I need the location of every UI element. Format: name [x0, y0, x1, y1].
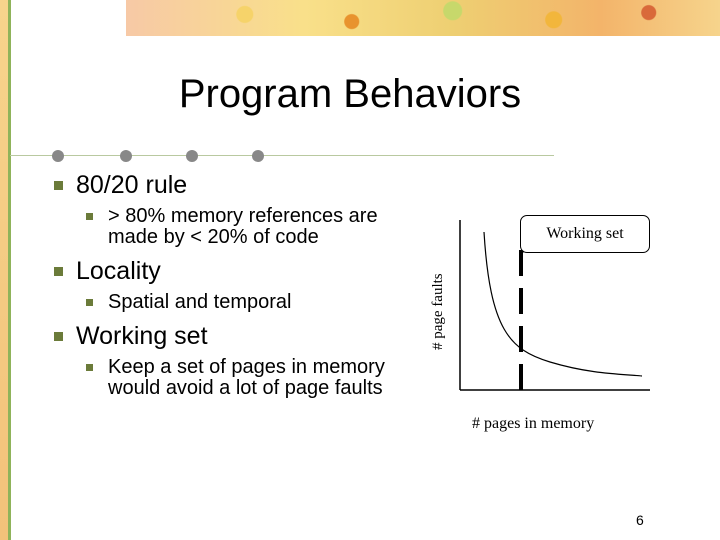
- slide-title: Program Behaviors: [178, 72, 522, 116]
- divider-dot: [186, 150, 198, 162]
- bullet-square-icon: [86, 299, 93, 306]
- bullet-list: [48, 168, 408, 405]
- divider-dot: [252, 150, 264, 162]
- page-number: 6: [636, 512, 644, 528]
- sub-bullet-item: [48, 357, 408, 399]
- sub-bullet-text: Spatial and temporal: [108, 291, 292, 313]
- working-set-callout: Working set: [520, 215, 650, 253]
- sub-bullet-item: [48, 206, 408, 248]
- x-axis-label: # pages in memory: [472, 415, 595, 432]
- decorative-banner: [126, 0, 720, 36]
- fault-curve: [484, 232, 642, 376]
- bullet-text: Locality: [76, 257, 161, 285]
- bullet-item: [48, 168, 408, 202]
- bullet-square-icon: [54, 181, 63, 190]
- bullet-square-icon: [54, 267, 63, 276]
- bullet-item: [48, 319, 408, 353]
- bullet-text: Working set: [76, 322, 208, 350]
- bullet-square-icon: [86, 364, 93, 371]
- bullet-square-icon: [54, 332, 63, 341]
- sub-bullet-item: [48, 292, 408, 313]
- bullet-text: 80/20 rule: [76, 171, 188, 199]
- bullet-square-icon: [86, 213, 93, 220]
- y-axis-label: # page faults: [430, 273, 446, 350]
- title-divider: [10, 155, 554, 156]
- divider-dot: [120, 150, 132, 162]
- sub-bullet-text: > 80% memory references are made by < 20% of code: [108, 205, 378, 248]
- divider-dot: [52, 150, 64, 162]
- sub-bullet-text: Keep a set of pages in memory would avoid a lot of page faults: [108, 356, 385, 399]
- bullet-item: [48, 254, 408, 288]
